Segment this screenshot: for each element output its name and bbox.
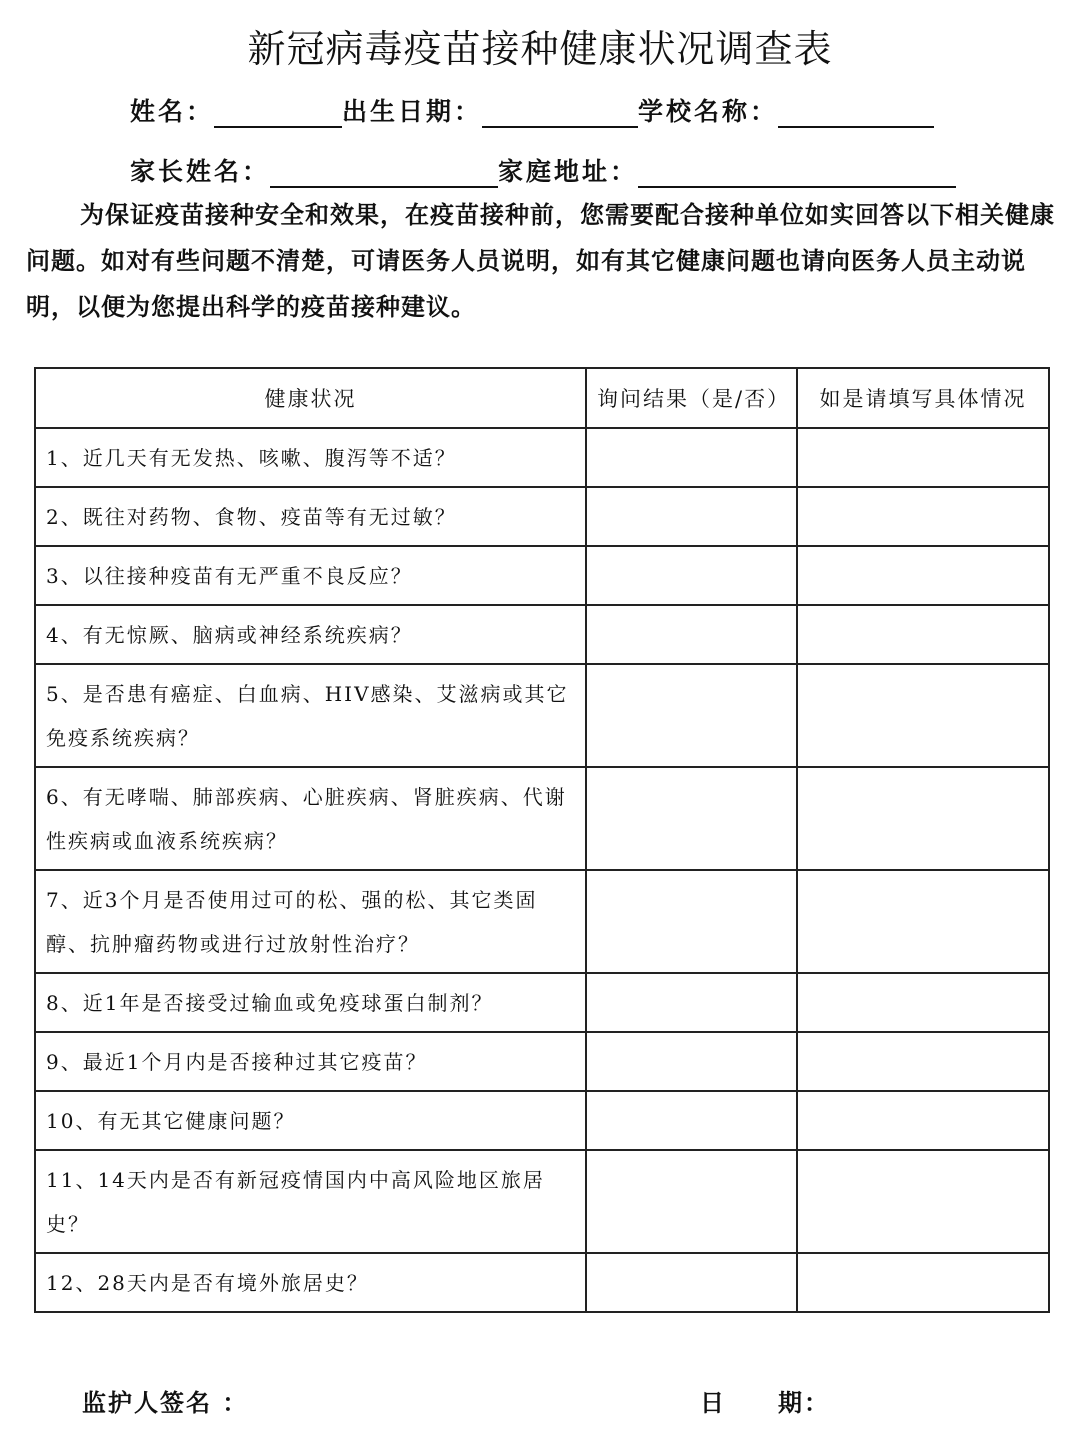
header-health-status: 健康状况 <box>35 368 586 428</box>
header-answer: 询问结果（是/否） <box>586 368 797 428</box>
name-field[interactable] <box>214 98 342 128</box>
header-details: 如是请填写具体情况 <box>797 368 1049 428</box>
details-cell[interactable] <box>797 973 1049 1032</box>
table-row <box>35 1150 1049 1253</box>
details-cell[interactable] <box>797 1032 1049 1091</box>
table-row <box>35 870 1049 973</box>
table-row <box>35 1091 1049 1150</box>
answer-cell[interactable] <box>586 428 797 487</box>
details-cell[interactable] <box>797 546 1049 605</box>
name-label: 姓名： <box>130 97 215 126</box>
table-header-row <box>35 368 1049 428</box>
table-row <box>35 1253 1049 1312</box>
table-row <box>35 428 1049 487</box>
question-text: 12、28天内是否有境外旅居史？ <box>35 1253 586 1312</box>
question-text: 4、有无惊厥、脑病或神经系统疾病？ <box>35 605 586 664</box>
table-row <box>35 605 1049 664</box>
intro-paragraph: 为保证疫苗接种安全和效果，在疫苗接种前，您需要配合接种单位如实回答以下相关健康问题。如对有些问题不清楚，可请医务人员说明，如有其它健康问题也请向医务人员主动说明，以便为您提出科学的疫苗接种建议。 <box>26 200 1055 321</box>
question-text: 9、最近1个月内是否接种过其它疫苗？ <box>35 1032 586 1091</box>
date-label: 日 期： <box>700 1388 830 1417</box>
table-row <box>35 1032 1049 1091</box>
answer-cell[interactable] <box>586 870 797 973</box>
table-row <box>35 546 1049 605</box>
question-text: 8、近1年是否接受过输血或免疫球蛋白制剂？ <box>35 973 586 1032</box>
table-row <box>35 664 1049 767</box>
details-cell[interactable] <box>797 767 1049 870</box>
answer-cell[interactable] <box>586 605 797 664</box>
guardian-signature-label: 监护人签名 ： <box>82 1388 249 1417</box>
answer-cell[interactable] <box>586 1032 797 1091</box>
address-field[interactable] <box>638 158 956 188</box>
answer-cell[interactable] <box>586 1253 797 1312</box>
details-cell[interactable] <box>797 1150 1049 1253</box>
student-info-row <box>130 92 934 128</box>
answer-cell[interactable] <box>586 767 797 870</box>
question-text: 3、以往接种疫苗有无严重不良反应？ <box>35 546 586 605</box>
question-text: 2、既往对药物、食物、疫苗等有无过敏？ <box>35 487 586 546</box>
details-cell[interactable] <box>797 664 1049 767</box>
birth-date-label: 出生日期： <box>342 97 483 126</box>
parent-info-row <box>130 152 956 188</box>
answer-cell[interactable] <box>586 973 797 1032</box>
details-cell[interactable] <box>797 1253 1049 1312</box>
birth-date-field[interactable] <box>482 98 638 128</box>
question-text: 7、近3个月是否使用过可的松、强的松、其它类固醇、抗肿瘤药物或进行过放射性治疗？ <box>35 870 586 973</box>
table-row <box>35 767 1049 870</box>
answer-cell[interactable] <box>586 487 797 546</box>
school-label: 学校名称： <box>638 97 779 126</box>
question-text: 6、有无哮喘、肺部疾病、心脏疾病、肾脏疾病、代谢性疾病或血液系统疾病？ <box>35 767 586 870</box>
parent-name-field[interactable] <box>270 158 498 188</box>
form-title: 新冠病毒疫苗接种健康状况调查表 <box>247 27 833 71</box>
details-cell[interactable] <box>797 870 1049 973</box>
parent-name-label: 家长姓名： <box>130 157 271 186</box>
details-cell[interactable] <box>797 1091 1049 1150</box>
details-cell[interactable] <box>797 487 1049 546</box>
table-row <box>35 487 1049 546</box>
address-label: 家庭地址： <box>498 157 639 186</box>
school-field[interactable] <box>778 98 934 128</box>
question-text: 11、14天内是否有新冠疫情国内中高风险地区旅居史？ <box>35 1150 586 1253</box>
details-cell[interactable] <box>797 605 1049 664</box>
question-text: 10、有无其它健康问题？ <box>35 1091 586 1150</box>
health-survey-table <box>34 367 1050 1313</box>
details-cell[interactable] <box>797 428 1049 487</box>
question-text: 5、是否患有癌症、白血病、HIV感染、艾滋病或其它免疫系统疾病？ <box>35 664 586 767</box>
question-text: 1、近几天有无发热、咳嗽、腹泻等不适？ <box>35 428 586 487</box>
table-row <box>35 973 1049 1032</box>
answer-cell[interactable] <box>586 664 797 767</box>
answer-cell[interactable] <box>586 1150 797 1253</box>
answer-cell[interactable] <box>586 546 797 605</box>
answer-cell[interactable] <box>586 1091 797 1150</box>
